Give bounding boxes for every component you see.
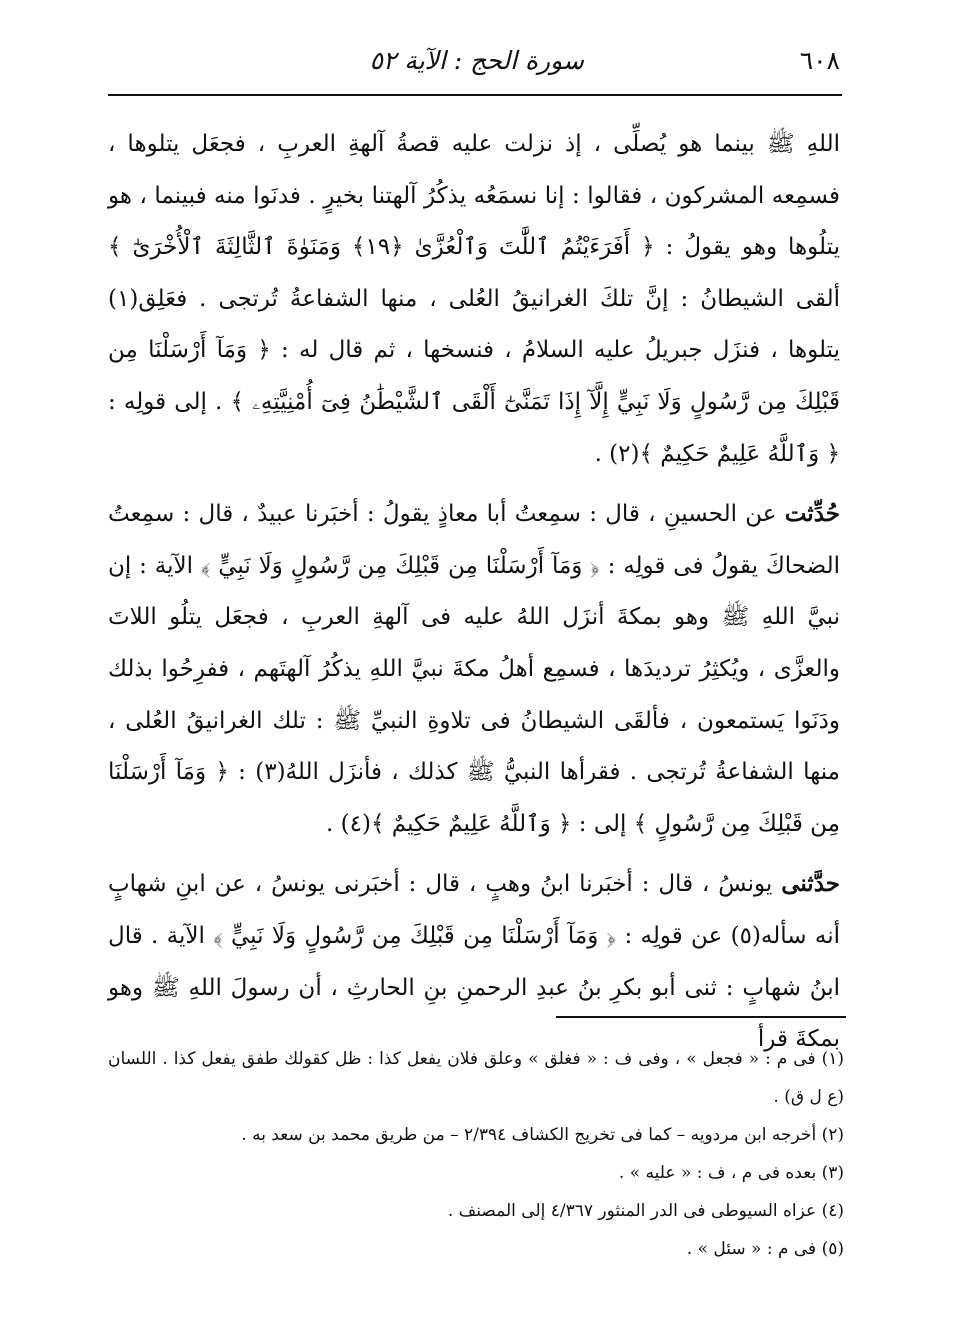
footnote-2: (٢) أخرجه ابن مردويه – كما فى تخريج الكشاف ٢/٣٩٤ – من طريق محمد بن سعد به . <box>241 1125 844 1145</box>
paragraph-text: عن الحسينِ ، قال : سمِعتُ أبا معاذٍ يقولُ : أخبَرنا عبيدٌ ، قال : سمِعتُ الضحاكَ يقولُ فى قولِه : ﴿ وَمَآ أَرْسَلْنَا مِن قَبْلِكَ مِن رَّسُولٍ وَلَا نَبِيٍّ ﴾ الآية : إن نبيَّ اللهِ ﷺ وهو بمكةَ أنزَل اللهُ عليه فى آلهةِ العربِ ، فجعَل يتلُو اللاتَ والعزَّى ، ويُكثِرُ ترديدَها ، فسمِع أهلُ مكةَ نبيَّ اللهِ يذكُرُ آلهتَهم ، ففرِحُوا بذلك ودَنَوا يَستمعون ، فألقَى الشيطانُ فى تلاوةِ النبيِّ ﷺ : تلك الغرانيقُ العُلى ، منها الشفاعةُ تُرتجى . فقرأها النبيُّ ﷺ كذلك ، فأنزَل اللهُ(٣) : ﴿ وَمَآ أَرْسَلْنَا مِن قَبْلِكَ مِن رَّسُولٍ ﴾ إلى : ﴿ وَٱللَّهُ عَلِيمٌ حَكِيمٌ ﴾(٤) . <box>108 501 840 837</box>
footnotes <box>108 1040 844 1268</box>
header-divider <box>108 94 842 96</box>
page-header <box>108 42 840 82</box>
paragraph-lead: حُدِّثت <box>784 500 840 528</box>
running-title: سورة الحج : الآية ٥٢ <box>369 46 584 75</box>
footnote-3: (٣) بعده فى م ، ف : « عليه » . <box>618 1163 844 1183</box>
paragraph-lead: حدَّثنى <box>781 870 840 898</box>
footnote-4: (٤) عزاه السيوطى فى الدر المنثور ٤/٣٦٧ إلى المصنف . <box>447 1201 844 1221</box>
main-text <box>108 118 840 1066</box>
paragraph-1 <box>108 118 840 480</box>
paragraph-text: يونسُ ، قال : أخبَرنا ابنُ وهبٍ ، قال : أخبَرنى يونسُ ، عن ابنِ شهابٍ أنه سأله(٥) عن قولِه : ﴿ وَمَآ أَرْسَلْنَا مِن قَبْلِكَ مِن رَّسُولٍ وَلَا نَبِيٍّ ﴾ الآية . قال ابنُ شهابٍ : ثنى أبو بكرِ بنُ عبدِ الرحمنِ بنِ الحارثِ ، أن رسولَ اللهِ ﷺ وهو بمكةَ قرأ <box>108 871 840 1053</box>
footnote-5: (٥) فى م : « سئل » . <box>686 1239 844 1259</box>
paragraph-text: اللهِ ﷺ بينما هو يُصلِّى ، إذ نزلت عليه قصةُ آلهةِ العربِ ، فجعَل يتلوها ، فسمِعه المشركون ، فقالوا : إنا نسمَعُه يذكُرُ آلهتنا بخيرٍ . فدنَوا منه فبينما ، هو يتلُوها وهو يقولُ : ﴿ أَفَرَءَيْتُمُ ٱللَّٰتَ وَٱلْعُزَّىٰ ﴿١٩﴾ وَمَنَوٰةَ ٱلثَّالِثَةَ ٱلْأُخْرَىٰٓ ﴾ ألقى الشيطانُ : إنَّ تلكَ الغرانيقُ العُلى ، منها الشفاعةُ تُرتجى . فعَلِق(١) يتلوها ، فنزَل جبريلُ عليه السلامُ ، فنسخها ، ثم قال له : ﴿ وَمَآ أَرْسَلْنَا مِن قَبْلِكَ مِن رَّسُولٍ وَلَا نَبِيٍّ إِلَّآ إِذَا تَمَنَّىٰٓ أَلْقَى ٱلشَّيْطَٰنُ فِىٓ أُمْنِيَّتِهِۦ ﴾ . إلى قولِه : ﴿ وَٱللَّهُ عَلِيمٌ حَكِيمٌ ﴾(٢) . <box>108 131 841 467</box>
footnote-1: (١) فى م : « فجعل » ، وفى ف : « فغلق » وعلق فلان يفعل كذا : ظل كقولك طفق يفعل كذا . اللسان (ع ل ق) . <box>108 1049 844 1107</box>
footnote-divider <box>556 1016 846 1018</box>
page-number: ٦٠٨ <box>799 46 840 75</box>
paragraph-3 <box>108 858 840 1065</box>
paragraph-2 <box>108 488 840 850</box>
